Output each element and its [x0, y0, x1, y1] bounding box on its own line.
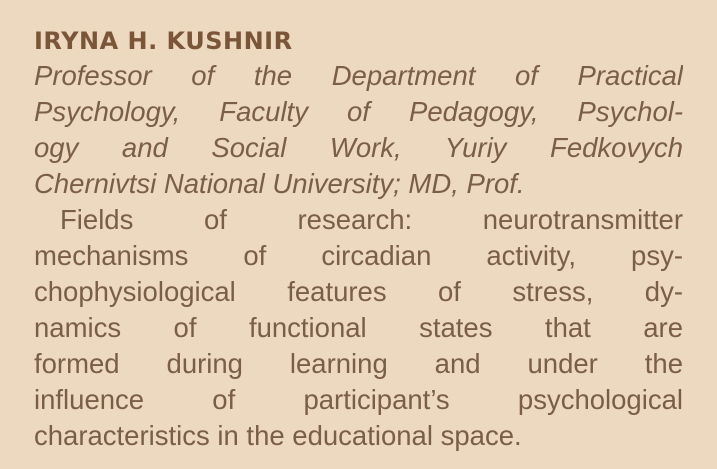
research-fields: [34, 202, 683, 454]
research-line: formed during learning and under the: [34, 348, 683, 379]
affiliation-line: Psychology, Faculty of Pedagogy, Psychol-: [34, 96, 683, 127]
research-line: chophysiological features of stress, dy-: [34, 276, 683, 307]
research-line: characteristics in the educational space.: [34, 420, 522, 451]
affiliation-line: Chernivtsi National University; MD, Prof.: [34, 168, 525, 199]
research-line: influence of participant’s psychological: [34, 384, 683, 415]
research-line: Fields of research: neurotransmitter: [60, 204, 683, 235]
affiliation-line: ogy and Social Work, Yuriy Fedkovych: [34, 132, 683, 163]
affiliation-line: Professor of the Department of Practical: [34, 60, 683, 91]
research-line: mechanisms of circadian activity, psy-: [34, 240, 683, 271]
research-line: namics of functional states that are: [34, 312, 683, 343]
author-name: IRYNA H. KUSHNIR: [34, 27, 293, 55]
author-affiliation: [34, 58, 683, 202]
